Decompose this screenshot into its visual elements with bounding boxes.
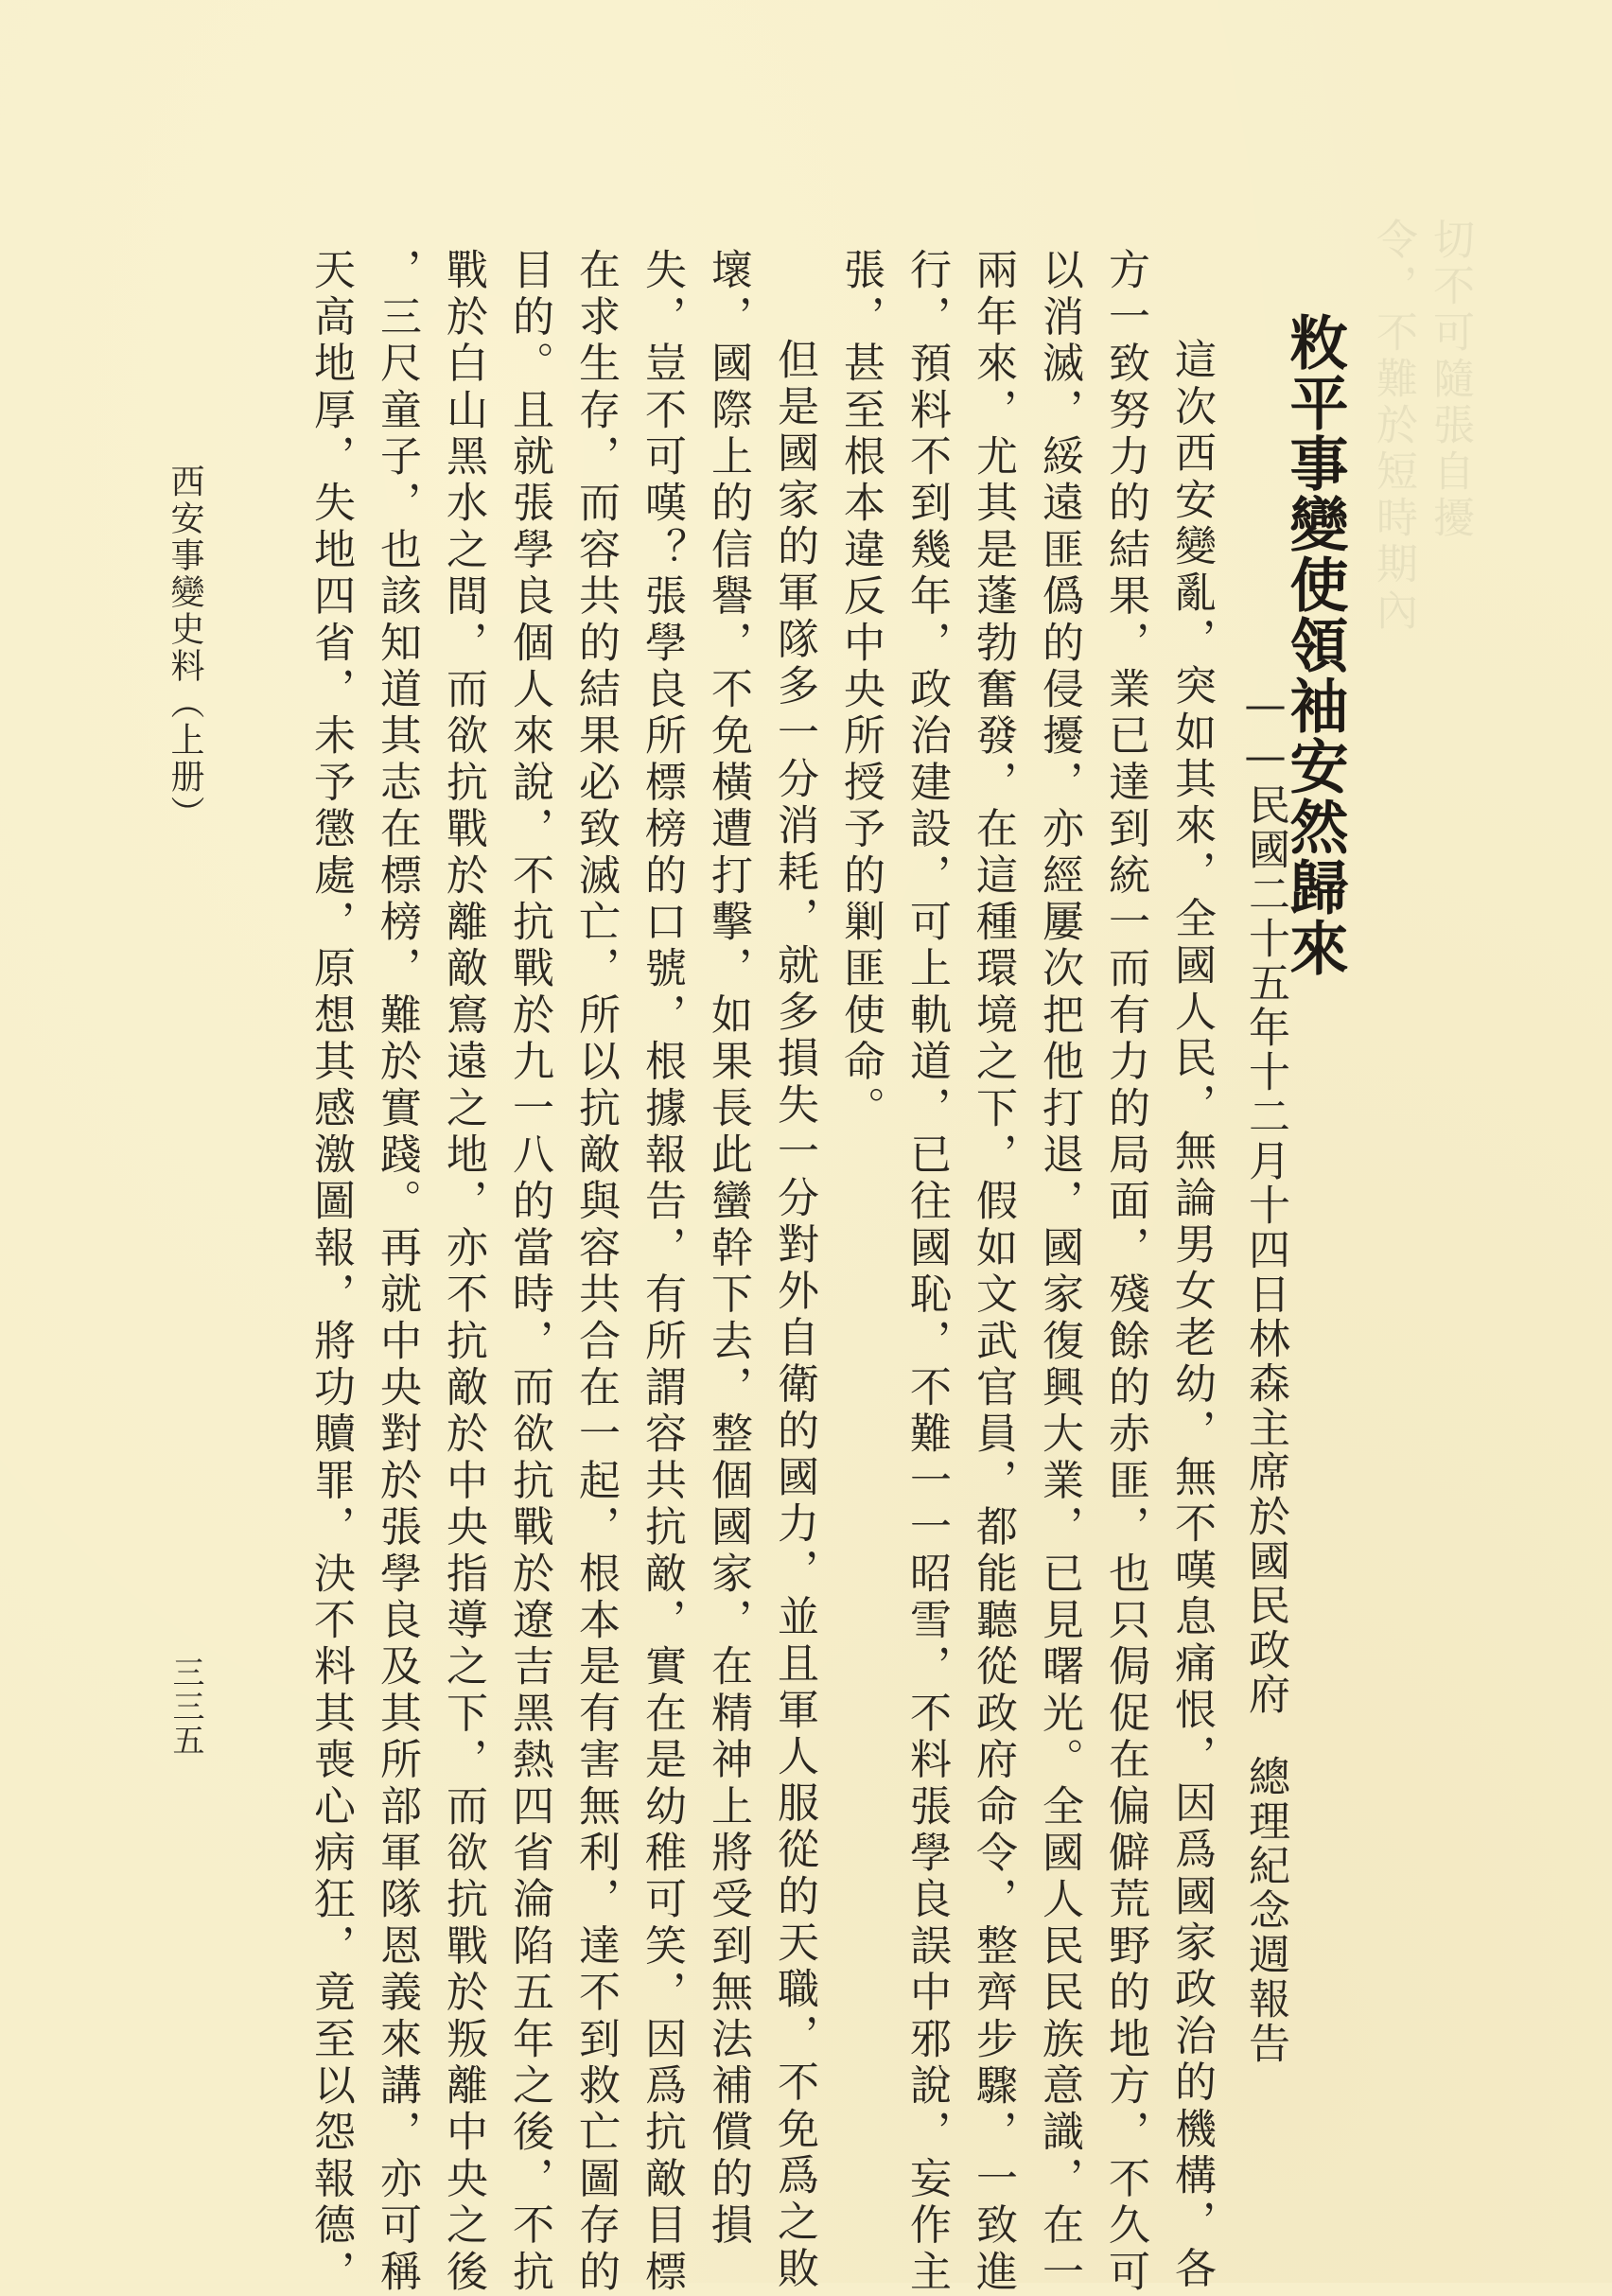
body-column-4: 兩年來，尤其是蓬勃奮發，在這種環境之下，假如文武官員，都能聽從政府命令，整齊步驟，一致進 — [969, 248, 1017, 2296]
body-column-13: ，三尺童子，也該知道其志在標榜，難於實踐。再就中央對於張學良及其所部軍隊恩義來講，亦可稱 — [373, 248, 421, 2296]
bleed-through-text: 令，不難於短時期內 — [1369, 218, 1417, 635]
document-title: 敉平事變使領袖安然歸來 — [1280, 312, 1349, 978]
book-title-footer: 西安事變史料（上册） — [166, 464, 204, 833]
subtitle-occasion: 總理紀念週報告 — [1241, 1755, 1289, 2066]
document-subtitle — [1235, 681, 1295, 2066]
body-column-5: 行，預料不到幾年，政治建設，可上軌道，已往國恥，不難一一昭雪，不料張學良誤中邪說，妄作主 — [902, 248, 951, 2296]
body-column-7: 但是國家的軍隊多一分消耗，就多損失一分對外自衛的國力，並且軍人服從的天職，不免爲之敗 — [770, 338, 818, 2293]
bleed-through-text: 切不可隨張自擾 — [1426, 218, 1474, 542]
body-column-14: 天高地厚，失地四省，未予懲處，原想其感激圖報，將功贖罪，決不料其喪心病狂，竟至以怨報德， — [307, 248, 355, 2296]
body-column-10: 在求生存，而容共的結果必致滅亡，所以抗敵與容共合在一起，根本是有害無利，達不到救亡圖存的 — [571, 248, 620, 2296]
body-column-9: 失，豈不可嘆？張學良所標榜的口號，根據報告，有所謂容共抗敵，實在是幼稚可笑，因爲抗敵目標 — [638, 248, 686, 2296]
body-column-6: 張，甚至根本違反中央所授予的剿匪使命。 — [836, 248, 885, 1132]
body-column-8: 壞，國際上的信譽，不免橫遭打擊，如果長此蠻幹下去，整個國家，在精神上將受到無法補償的損 — [704, 248, 752, 2250]
subtitle-dash: —— — [1241, 681, 1289, 783]
page-number: 三三五 — [166, 1656, 204, 1758]
body-column-2: 方一致努力的結果，業已達到統一而有力的局面，殘餘的赤匪，也只侷促在偏僻荒野的地方，不久可 — [1101, 248, 1149, 2296]
body-column-11: 目的。且就張學良個人來說，不抗戰於九一八的當時，而欲抗戰於遼吉黑熱四省淪陷五年之後，不抗 — [505, 248, 553, 2296]
body-column-1: 這次西安變亂，突如其來，全國人民，無論男女老幼，無不嘆息痛恨，因爲國家政治的機構，各 — [1167, 338, 1216, 2293]
subtitle-speaker-line: 民國二十五年十二月十四日林森主席於國民政府 — [1241, 783, 1289, 1717]
body-column-3: 以消滅，綏遠匪僞的侵擾，亦經屢次把他打退，國家復興大業，已見曙光。全國人民民族意識，在一 — [1035, 248, 1083, 2296]
body-column-12: 戰於白山黑水之間，而欲抗戰於離敵窵遠之地，亦不抗敵於中央指導之下，而欲抗戰於叛離中央之後 — [439, 248, 487, 2296]
